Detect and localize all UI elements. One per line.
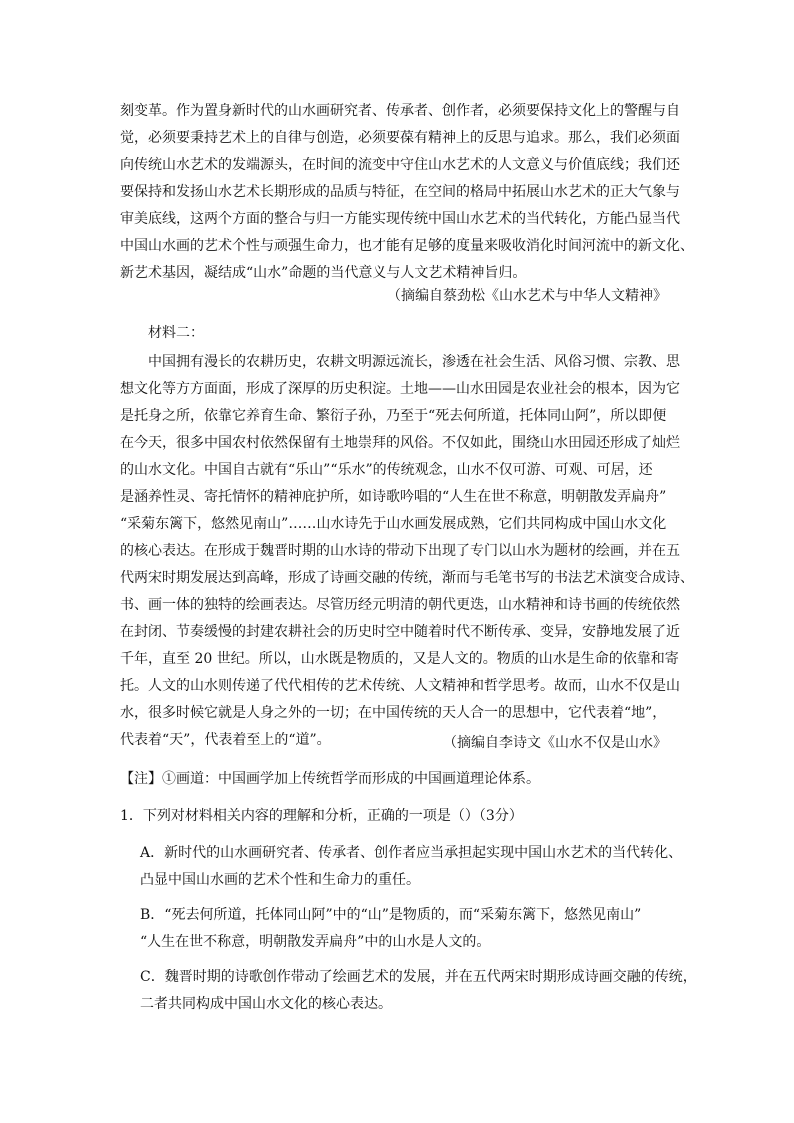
text-line: 在封闭、节奏缓慢的封建农耕社会的历史时空中随着时代不断传承、变异，安静地发展了近 [120, 624, 680, 640]
question-1: 1．下列对材料相关内容的理解和分析，正确的一项是（）（3分） [120, 808, 523, 824]
text-line: 中国拥有漫长的农耕历史，农耕文明源远流长，渗透在社会生活、风俗习惯、宗教、思 [148, 354, 680, 370]
option-line: 二者共同构成中国山水文化的核心表达。 [140, 996, 392, 1012]
option-line: B．“死去何所道，托体同山阿”中的“山”是物质的，而“采菊东篱下，悠然见南山” [140, 907, 642, 923]
text-line: 向传统山水艺术的发端源头，在时间的流变中守住山水艺术的人文意义与价值底线；我们还 [120, 157, 680, 173]
text-line: 在今天，很多中国农村依然保留有土地崇拜的风俗。不仅如此，围绕山水田园还形成了灿烂 [120, 435, 680, 451]
text-line: 新艺术基因，凝结成“山水”命题的当代意义与人文艺术精神旨归。 [120, 265, 527, 281]
text-line: 书、画一体的独特的绘画表达。尽管历经元明清的朝代更迭，山水精神和诗书画的传统依然 [120, 597, 680, 613]
option-line: 凸显中国山水画的艺术个性和生命力的重任。 [140, 872, 420, 888]
text-line: 中国山水画的艺术个性与顽强生命力，也才能有足够的度量来吸收消化时间河流中的新文化、 [120, 238, 694, 254]
option-b [140, 902, 690, 956]
text-line: 代两宋时期发展达到高峰，形成了诗画交融的传统，渐而与毛笔书写的书法艺术演变合成诗、 [120, 570, 694, 586]
text-line: 托。人文的山水则传递了代代相传的艺术传统、人文精神和哲学思考。故而，山水不仅是山 [120, 678, 680, 694]
text-line: 想文化等方方面面，形成了深厚的历史积淀。土地——山水田园是农业社会的根本，因为它 [120, 381, 680, 397]
material2-label: 材料二： [148, 325, 204, 341]
option-line: A．新时代的山水画研究者、传承者、创作者应当承担起实现中国山水艺术的当代转化、 [140, 845, 683, 861]
footnote: 【注】①画道：中国画学加上传统哲学而形成的中国画道理论体系。 [120, 771, 540, 787]
text-line: 刻变革。作为置身新时代的山水画研究者、传承者、创作者，必须要保持文化上的警醒与自 [120, 103, 680, 119]
text-line: 是托身之所，依靠它养育生命、繁衍子孙，乃至于“死去何所道，托体同山阿”，所以即便 [120, 408, 667, 424]
material1-paragraph [120, 98, 694, 287]
source-citation-2: （摘编自李诗文《山水不仅是山水》 [443, 735, 667, 751]
text-line: 的核心表达。在形成于魏晋时期的山水诗的带动下出现了专门以山水为题材的绘画，并在五 [120, 543, 680, 559]
text-line: 千年，直至 20 世纪。所以，山水既是物质的，又是人文的。物质的山水是生命的依靠和寄 [120, 651, 679, 667]
text-line: 水，很多时候它就是人身之外的一切；在中国传统的天人合一的思想中，它代表着“地”， [120, 705, 667, 721]
text-line: “采菊东篱下，悠然见南山”……山水诗先于山水画发展成熟，它们共同构成中国山水文化 [120, 516, 667, 532]
source-citation-1: （摘编自蔡劲松《山水艺术与中华人文精神》 [387, 288, 667, 304]
text-line: 代表着“天”，代表着至上的“道”。 [120, 732, 331, 748]
text-line: 的山水文化。中国自古就有“乐山”“乐水”的传统观念，山水不仅可游、可观、可居，还 [120, 462, 653, 478]
option-line: “人生在世不称意，明朝散发弄扁舟”中的山水是人文的。 [140, 934, 491, 950]
text-line: 是涵养性灵、寄托情怀的精神庇护所，如诗歌吟唱的“人生在世不称意，明朝散发弄扁舟” [120, 489, 667, 505]
text-line: 要保持和发扬山水艺术长期形成的品质与特征，在空间的格局中拓展山水艺术的正大气象与 [120, 184, 680, 200]
option-a [140, 840, 690, 894]
option-line: C．魏晋时期的诗歌创作带动了绘画艺术的发展，并在五代两宋时期形成诗画交融的传统， [140, 969, 697, 985]
text-line: 觉，必须要秉持艺术上的自律与创造，必须要葆有精神上的反思与追求。那么，我们必须面 [120, 130, 680, 146]
material2-paragraph [120, 349, 694, 754]
option-c [140, 964, 697, 1018]
text-line: 审美底线，这两个方面的整合与归一方能实现传统中国山水艺术的当代转化，方能凸显当代 [120, 211, 680, 227]
